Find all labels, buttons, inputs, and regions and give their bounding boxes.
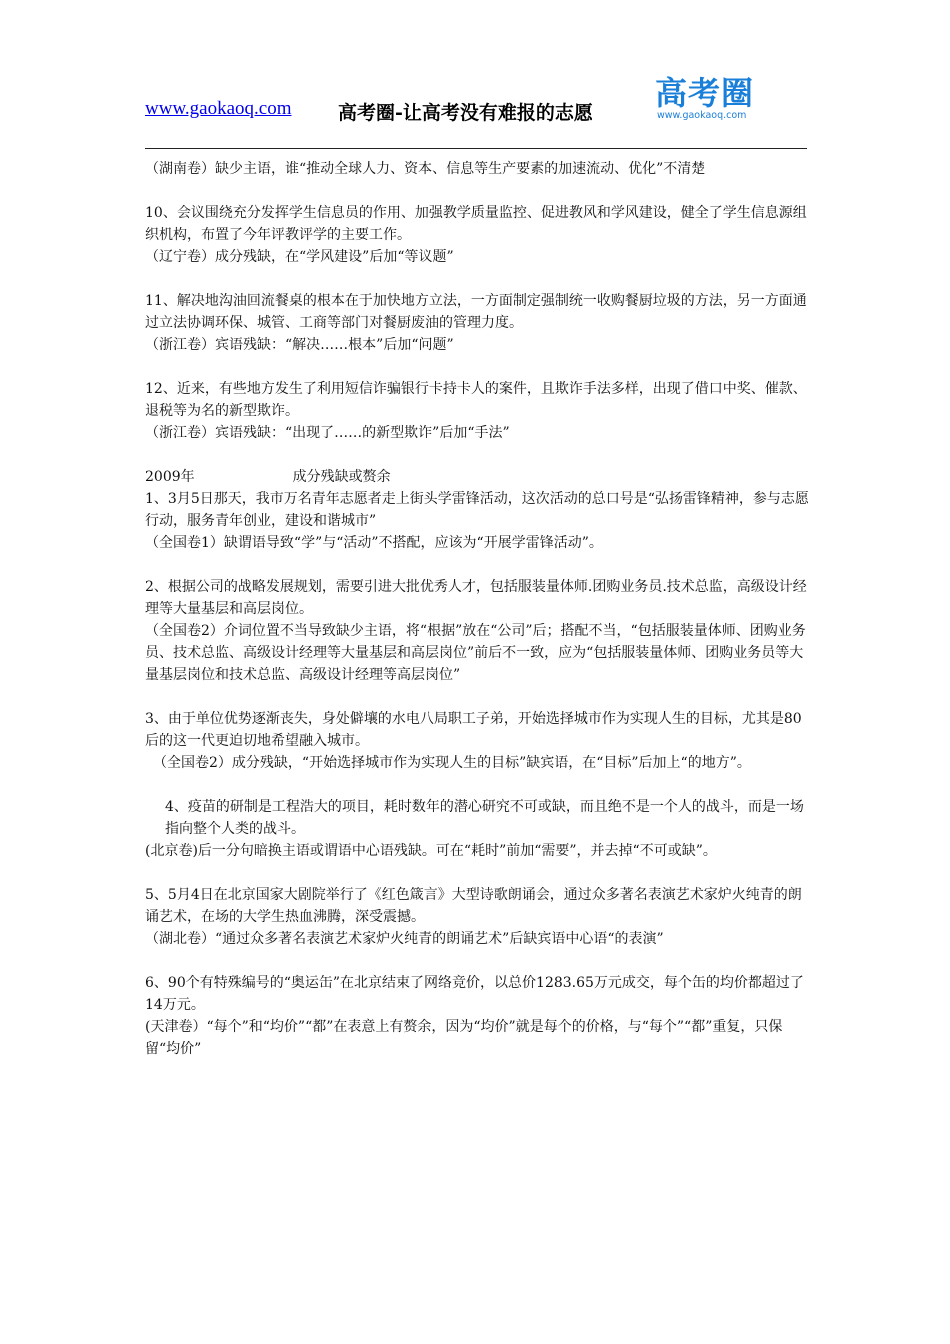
- gaokaoq-logo: [653, 70, 778, 122]
- section-title: 成分残缺或赘余: [292, 469, 391, 485]
- logo-text: 高考圈: [655, 74, 755, 112]
- question-5: 5、5月4日在北京国家大剧院举行了《红色箴言》大型诗歌朗诵会，通过众多著名表演艺术家炉火纯青的朗诵艺术，在场的大学生热血沸腾，深受震撼。: [145, 887, 802, 925]
- site-slogan: 高考圈-让高考没有难报的志愿: [338, 102, 593, 124]
- answer-line: （湖南卷）缺少主语，谁“推动全球人力、资本、信息等生产要素的加速流动、优化”不清楚: [145, 161, 706, 177]
- logo-url: www.gaokaoq.com: [657, 110, 747, 121]
- question-3: 3、由于单位优势逐渐丧失，身处僻壤的水电八局职工子弟，开始选择城市作为实现人生的目标，尤其是80后的这一代更迫切地希望融入城市。: [145, 711, 802, 749]
- answer-12: （浙江卷）宾语残缺：“出现了……的新型欺诈”后加“手法”: [145, 425, 510, 441]
- page-header: [145, 70, 810, 148]
- document-body: [145, 158, 810, 1060]
- header-divider: [145, 148, 807, 149]
- section-heading: [145, 466, 810, 488]
- question-2: 2、根据公司的战略发展规划，需要引进大批优秀人才，包括服装量体师.团购业务员.技术总监，高级设计经理等大量基层和高层岗位。: [145, 579, 807, 617]
- answer-5: （湖北卷）“通过众多著名表演艺术家炉火纯青的朗诵艺术”后缺宾语中心语“的表演”: [145, 931, 664, 947]
- answer-11: （浙江卷）宾语残缺：“解决……根本”后加“问题”: [145, 337, 454, 353]
- answer-1: （全国卷1）缺谓语导致“学”与“活动”不搭配，应该为“开展学雷锋活动”。: [145, 535, 603, 551]
- answer-4: (北京卷)后一分句暗换主语或谓语中心语残缺。可在“耗时”前加“需要”，并去掉“不可或缺”。: [145, 843, 717, 859]
- answer-10: （辽宁卷）成分残缺，在“学风建设”后加“等议题”: [145, 249, 454, 265]
- answer-2: （全国卷2）介词位置不当导致缺少主语，将“根据”放在“公司”后；搭配不当，“包括服装量体师、团购业务员、技术总监、高级设计经理等大量基层和高层岗位”前后不一致，应为“包括服装量体师、团购业务员等大量基层岗位和技术总监、高级设计经理等高层岗位”: [145, 623, 806, 683]
- question-1: 1、3月5日那天，我市万名青年志愿者走上街头学雷锋活动，这次活动的总口号是“弘扬雷锋精神，参与志愿行动，服务青年创业，建设和谐城市”: [145, 491, 809, 529]
- site-link[interactable]: www.gaokaoq.com: [145, 98, 292, 119]
- question-4: 4、疫苗的研制是工程浩大的项目，耗时数年的潜心研究不可或缺，而且绝不是一个人的战斗，而是一场指向整个人类的战斗。: [165, 799, 804, 837]
- answer-3: （全国卷2）成分残缺，“开始选择城市作为实现人生的目标”缺宾语，在“目标”后加上“的地方”。: [153, 755, 751, 771]
- answer-6: (天津卷）“每个”和“均价”“都”在表意上有赘余，因为“均价”就是每个的价格，与“每个”“都”重复，只保留“均价”: [145, 1019, 783, 1057]
- section-year: 2009年: [145, 469, 195, 485]
- question-6: 6、90个有特殊编号的“奥运缶”在北京结束了网络竞价，以总价1283.65万元成交，每个缶的均价都超过了14万元。: [145, 975, 804, 1013]
- question-11: 11、解决地沟油回流餐桌的根本在于加快地方立法，一方面制定强制统一收购餐厨垃圾的方法，另一方面通过立法协调环保、城管、工商等部门对餐厨废油的管理力度。: [145, 293, 807, 331]
- question-12: 12、近来，有些地方发生了利用短信诈骗银行卡持卡人的案件，且欺诈手法多样，出现了借口中奖、催款、退税等为名的新型欺诈。: [145, 381, 807, 419]
- question-10: 10、会议围绕充分发挥学生信息员的作用、加强教学质量监控、促进教风和学风建设，健全了学生信息源组织机构，布置了今年评教评学的主要工作。: [145, 205, 807, 243]
